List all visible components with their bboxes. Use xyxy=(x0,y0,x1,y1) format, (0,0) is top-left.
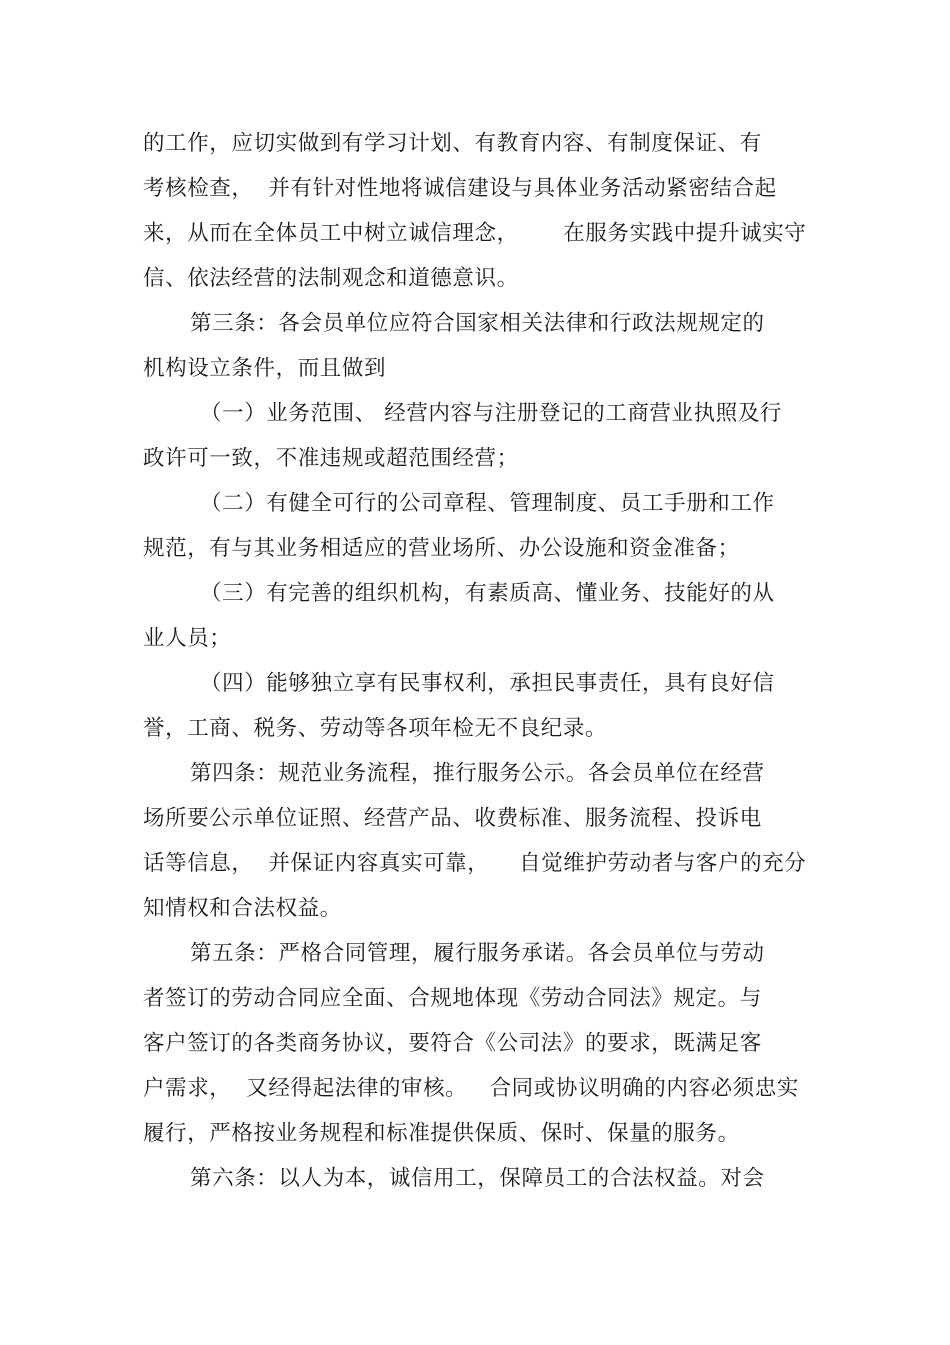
body-text-line: 机构设立条件，而且做到 xyxy=(143,356,387,381)
body-text-line: 客户签订的各类商务协议，要符合《公司法》的要求，既满足客 xyxy=(143,1031,762,1056)
body-text-line: 业人员； xyxy=(143,626,232,651)
article-heading-line: 第四条：规范业务流程，推行服务公示。各会员单位在经营 xyxy=(190,761,765,786)
list-item-line: （一）业务范围、 经营内容与注册登记的工商营业执照及行 xyxy=(200,401,783,426)
body-text-line: 信、依法经营的法制观念和道德意识。 xyxy=(143,266,519,291)
body-text-line: 规范，有与其业务相适应的营业场所、办公设施和资金准备； xyxy=(143,536,740,561)
body-text-line: 户需求， 又经得起法律的审核。 合同或协议明确的内容必须忠实 xyxy=(143,1076,799,1101)
list-item-line: （三）有完善的组织机构，有素质高、懂业务、技能好的从 xyxy=(200,581,775,606)
body-text-line: 誉，工商、税务、劳动等各项年检无不良纪录。 xyxy=(143,716,608,741)
body-text-line: 的工作，应切实做到有学习计划、有教育内容、有制度保证、有 xyxy=(143,131,762,156)
list-item-line: （二）有健全可行的公司章程、管理制度、员工手册和工作 xyxy=(200,491,775,516)
body-text-line: 履行，严格按业务规程和标准提供保质、保时、保量的服务。 xyxy=(143,1121,740,1146)
article-heading-line: 第五条：严格合同管理，履行服务承诺。各会员单位与劳动 xyxy=(190,941,765,966)
body-text-line: 政许可一致，不准违规或超范围经营； xyxy=(143,446,519,471)
body-text-line: 知情权和合法权益。 xyxy=(143,896,342,921)
body-text-line: 话等信息， 并保证内容真实可靠， 自觉维护劳动者与客户的充分 xyxy=(143,851,807,876)
article-heading-line: 第六条：以人为本，诚信用工，保障员工的合法权益。对会 xyxy=(190,1166,765,1191)
article-heading-line: 第三条：各会员单位应符合国家相关法律和行政法规规定的 xyxy=(190,311,765,336)
body-text-line: 来，从而在全体员工中树立诚信理念， 在服务实践中提升诚实守 xyxy=(143,221,807,246)
body-text-line: 考核检查， 并有针对性地将诚信建设与具体业务活动紧密结合起 xyxy=(143,176,777,201)
body-text-line: 者签订的劳动合同应全面、合规地体现《劳动合同法》规定。与 xyxy=(143,986,762,1011)
list-item-line: （四）能够独立享有民事权利，承担民事责任，具有良好信 xyxy=(200,671,775,696)
body-text-line: 场所要公示单位证照、经营产品、收费标准、服务流程、投诉电 xyxy=(143,806,762,831)
